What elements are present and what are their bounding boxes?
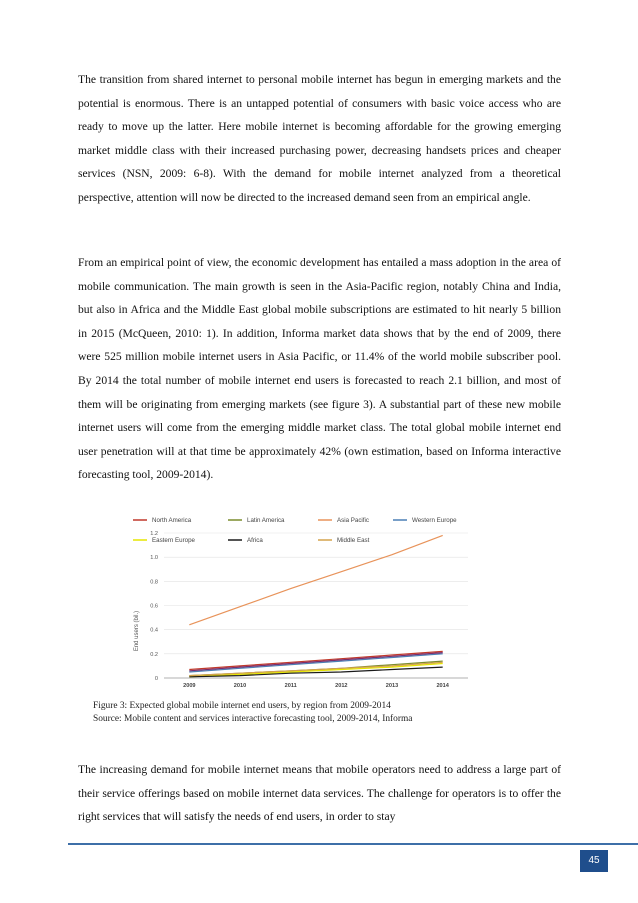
legend-label: North America (152, 517, 192, 525)
x-tick-label: 2010 (233, 683, 247, 689)
series-line-asia-pacific (189, 535, 442, 624)
y-tick-label: 0.2 (150, 651, 158, 658)
legend-label: Eastern Europe (152, 537, 195, 545)
x-tick-labels (183, 683, 450, 689)
y-tick-label: 0.4 (150, 627, 158, 634)
x-tick-label: 2013 (385, 683, 399, 689)
paragraph-1: The transition from shared internet to personal mobile internet has begun in emerging markets and the potential is enormous. There is an untapped potential of consumers with basic voice access who are ready to move up the latter. Here mobile internet is becoming affordable for the growing emerging market middle class with their increased purchasing power, decreasing handsets prices and cheaper services (NSN, 2009: 6-8). With the demand for mobile internet analyzed from a theoretical perspective, attention will now be directed to the increased demand seen from an empirical angle. (78, 73, 561, 204)
series-line-unlabeled-7 (189, 653, 442, 671)
legend-label: Middle East (337, 537, 370, 545)
figure-caption (93, 700, 412, 726)
y-tick-label: 0.6 (150, 603, 158, 610)
y-axis-label: End users (bil.) (134, 610, 140, 652)
footer-divider (68, 843, 638, 845)
chart-grid (164, 533, 468, 678)
x-tick-label: 2011 (284, 683, 297, 689)
y-tick-label: 0 (154, 676, 158, 682)
legend-label: Western Europe (412, 517, 457, 525)
y-tick-label: 1.0 (150, 555, 158, 562)
paragraph-2: From an empirical point of view, the economic development has entailed a mass adoption in the area of mobile communication. The main growth is seen in the Asia-Pacific region, notably China and India, but also in Africa and the Middle East global mobile subscriptions are estimated to hit nearly 5 billion in 2015 (McQueen, 2010: 1). In addition, Informa market data shows that by the end of 2009, there were 525 million mobile internet users in Asia Pacific, or 11.4% of the world mobile subscriber pool. By 2014 the total number of mobile internet end users is forecasted to reach 2.1 billion, and most of them will be originating from emerging markets (see figure 3). A substantial part of these new mobile internet users will come from the emerging middle market class. The total global mobile internet end user penetration will at that time be approximately 42% (own estimation, based on Informa interactive forecasting tool, 2009-2014). (78, 256, 561, 482)
y-tick-label: 0.8 (150, 579, 158, 586)
paragraph-3: The increasing demand for mobile internet means that mobile operators need to address a large part of their service offerings based on mobile internet data services. The challenge for operators is to offer the right services that will satisfy the needs of end users, in order to stay (78, 763, 561, 824)
figure-3-chart (118, 506, 488, 696)
figure-caption-title: Figure 3: Expected global mobile internet end users, by region from 2009-2014 (93, 701, 391, 711)
y-tick-label: 1.2 (150, 531, 158, 537)
legend-label: Asia Pacific (337, 517, 369, 525)
legend-label: Africa (247, 537, 263, 545)
chart-series (189, 535, 442, 676)
y-tick-labels (150, 531, 158, 682)
figure-caption-source: Source: Mobile content and services interactive forecasting tool, 2009-2014, Informa (93, 714, 413, 724)
chart-legend (133, 517, 457, 544)
x-tick-label: 2009 (183, 683, 196, 689)
x-tick-label: 2014 (436, 683, 449, 689)
page-number: 45 (580, 850, 608, 872)
x-tick-label: 2012 (335, 683, 348, 689)
legend-label: Latin America (247, 517, 285, 525)
